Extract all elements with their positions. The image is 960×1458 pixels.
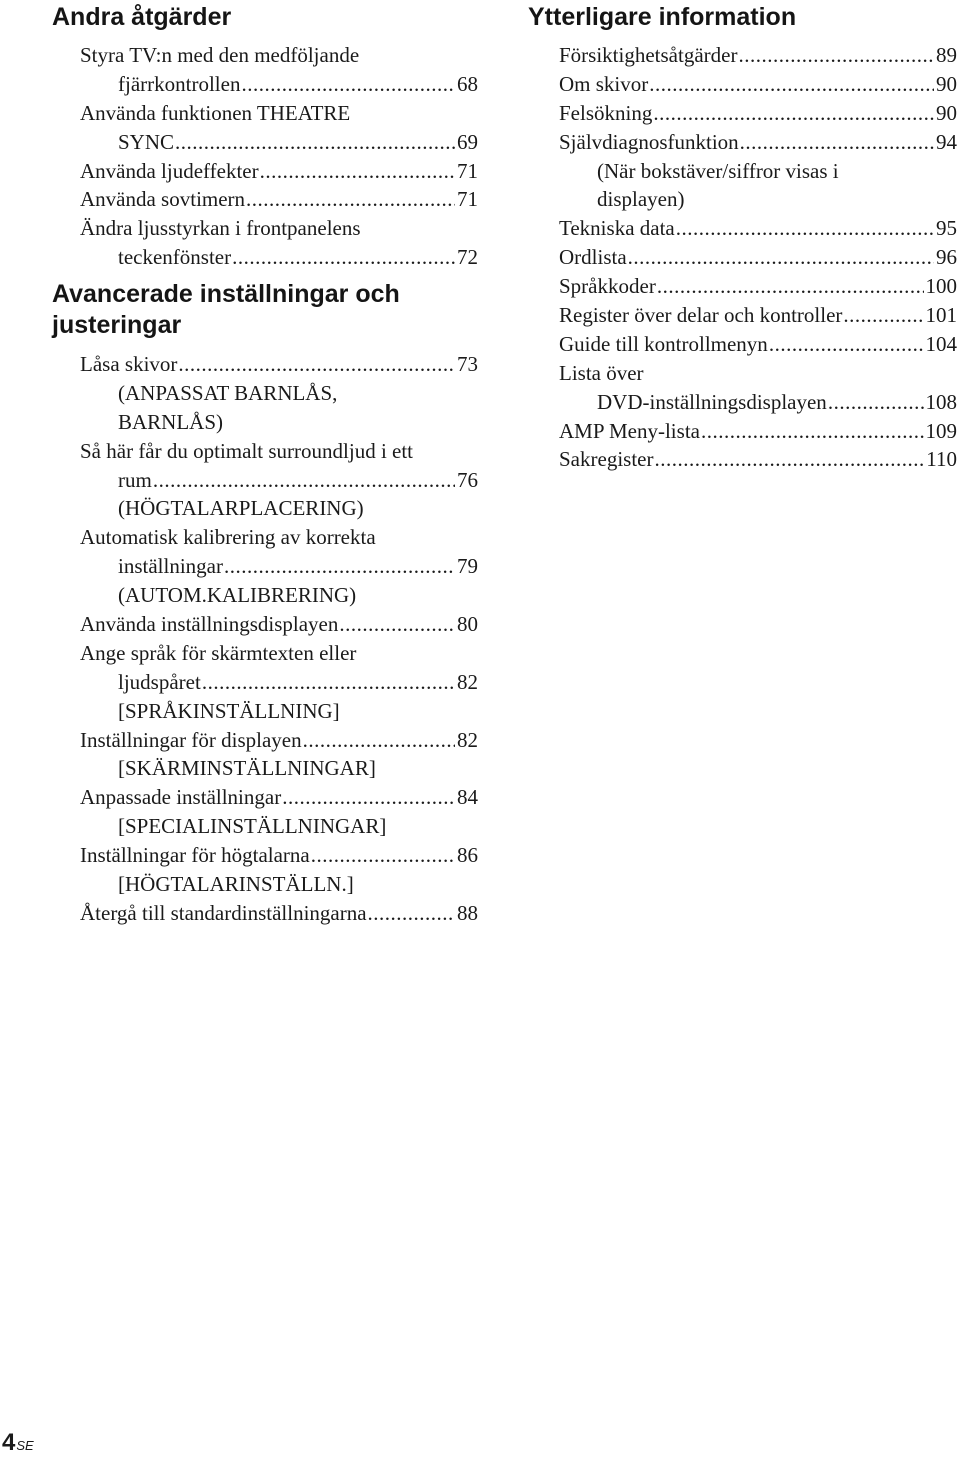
toc-page-number: 101 <box>925 303 957 328</box>
toc-entry-text: Inställningar för displayen <box>80 727 302 752</box>
toc-entry <box>80 812 478 841</box>
toc-leader-dots <box>739 128 934 157</box>
toc-entry <box>80 754 478 783</box>
toc-page-number: 90 <box>936 100 957 125</box>
toc-entry <box>559 330 957 359</box>
toc-page-number: 82 <box>457 727 478 752</box>
toc-page-number: 90 <box>936 71 957 96</box>
toc-entry <box>559 157 957 186</box>
toc-entry-text: [SPECIALINSTÄLLNINGAR] <box>118 814 387 839</box>
toc-leader-dots <box>245 185 455 214</box>
toc-entry <box>80 870 478 899</box>
toc-entry-text: BARNLÅS) <box>118 409 224 434</box>
toc-page-number: 95 <box>936 216 957 241</box>
toc-entry <box>80 494 478 523</box>
toc-entry <box>80 243 478 272</box>
toc-leader-dots <box>240 70 455 99</box>
toc-entry <box>80 552 478 581</box>
toc-page-number: 94 <box>936 129 957 154</box>
toc-entry-text: Ordlista <box>559 245 627 270</box>
toc-page-number: 108 <box>925 389 957 414</box>
toc-entry <box>80 157 478 186</box>
toc-leader-dots <box>281 783 455 812</box>
toc-page-number: 71 <box>457 158 478 183</box>
toc-entry-text: Tekniska data <box>559 216 675 241</box>
toc-list-other-operations <box>80 41 478 272</box>
toc-leader-dots <box>768 330 924 359</box>
toc-entry <box>559 41 957 70</box>
toc-entry-text: Så här får du optimalt surroundljud i ett <box>80 438 414 463</box>
toc-entry <box>559 272 957 301</box>
toc-entry <box>80 639 478 668</box>
toc-entry-text: Återgå till standardinställningarna <box>80 900 367 925</box>
toc-entry <box>80 841 478 870</box>
toc-entry <box>80 899 478 928</box>
toc-entry-text: [SPRÅKINSTÄLLNING] <box>118 698 340 723</box>
toc-entry-text: rum <box>118 467 152 492</box>
toc-entry-text: AMP Meny-lista <box>559 418 700 443</box>
toc-entry-text: Styra TV:n med den medföljande <box>80 43 360 67</box>
toc-entry <box>559 243 957 272</box>
toc-entry <box>80 523 478 552</box>
toc-entry-text: DVD-inställningsdisplayen <box>597 389 827 414</box>
toc-entry <box>80 70 478 99</box>
toc-page-number: 88 <box>457 900 478 925</box>
toc-entry <box>80 783 478 812</box>
toc-leader-dots <box>648 70 934 99</box>
toc-page-number: 84 <box>457 785 478 810</box>
toc-entry-text: Felsökning <box>559 100 653 125</box>
page-number <box>2 1428 34 1458</box>
toc-leader-dots <box>174 128 455 157</box>
toc-entry-text: fjärrkontrollen <box>118 71 241 96</box>
toc-page-number: 89 <box>936 43 957 67</box>
toc-page-number: 109 <box>925 418 957 443</box>
toc-leader-dots <box>700 417 924 446</box>
toc-entry-text: Anpassade inställningar <box>80 785 282 810</box>
toc-entry-text: Använda funktionen THEATRE <box>80 100 351 125</box>
toc-page-number: 86 <box>457 843 478 868</box>
toc-entry-text: Sakregister <box>559 447 654 472</box>
toc-entry-text: (AUTOM.KALIBRERING) <box>118 583 357 608</box>
toc-leader-dots <box>653 445 924 474</box>
toc-entry <box>559 128 957 157</box>
toc-entry-text: inställningar <box>118 554 223 579</box>
toc-entry-text: Använda sovtimern <box>80 187 246 212</box>
toc-page-number: 72 <box>457 245 478 270</box>
toc-leader-dots <box>201 668 455 697</box>
toc-leader-dots <box>231 243 455 272</box>
toc-list-additional-info <box>559 41 957 474</box>
section-heading-other-operations: Andra åtgärder <box>52 3 232 31</box>
toc-entry <box>559 445 957 474</box>
toc-page-number: 96 <box>936 245 957 270</box>
toc-entry <box>80 214 478 243</box>
toc-leader-dots <box>310 841 455 870</box>
toc-entry <box>80 128 478 157</box>
toc-entry <box>559 359 957 388</box>
toc-entry-text: Lista över <box>559 360 644 385</box>
toc-entry-text: Register över delar och kontroller <box>559 303 843 328</box>
section-heading-advanced-settings: Avancerade inställningar och justeringar <box>52 280 400 339</box>
toc-leader-dots <box>302 726 455 755</box>
toc-leader-dots <box>259 157 455 186</box>
toc-entry <box>80 437 478 466</box>
toc-entry-text: Försiktighetsåtgärder <box>559 43 738 67</box>
toc-entry <box>80 350 478 379</box>
toc-entry-text: Inställningar för högtalarna <box>80 843 310 868</box>
toc-entry-text: Guide till kontrollmenyn <box>559 331 768 356</box>
toc-entry <box>80 408 478 437</box>
toc-page-number: 100 <box>925 274 957 299</box>
toc-entry-text: Om skivor <box>559 71 649 96</box>
toc-entry <box>559 70 957 99</box>
toc-entry <box>80 610 478 639</box>
toc-leader-dots <box>737 41 934 70</box>
toc-leader-dots <box>177 350 455 379</box>
toc-entry-text: (HÖGTALARPLACERING) <box>118 496 364 521</box>
toc-entry-text: [HÖGTALARINSTÄLLN.] <box>118 872 354 897</box>
toc-entry <box>559 214 957 243</box>
toc-page-number: 80 <box>457 612 478 637</box>
toc-leader-dots <box>675 214 934 243</box>
toc-leader-dots <box>627 243 934 272</box>
toc-entry <box>559 417 957 446</box>
toc-entry-text: (ANPASSAT BARNLÅS, <box>118 380 338 405</box>
toc-leader-dots <box>656 272 924 301</box>
toc-entry-text: teckenfönster <box>118 245 232 270</box>
toc-leader-dots <box>842 301 923 330</box>
toc-entry-text: Låsa skivor <box>80 352 178 376</box>
page-number-value: 4 <box>2 1429 16 1456</box>
toc-entry <box>559 301 957 330</box>
toc-entry-text: Språkkoder <box>559 274 656 299</box>
toc-entry-text: [SKÄRMINSTÄLLNINGAR] <box>118 756 376 781</box>
toc-leader-dots <box>652 99 934 128</box>
toc-entry-text: Använda ljudeffekter <box>80 158 259 183</box>
toc-entry <box>80 581 478 610</box>
toc-entry <box>80 185 478 214</box>
toc-leader-dots <box>827 388 924 417</box>
toc-entry <box>559 99 957 128</box>
toc-entry-text: ljudspåret <box>118 669 201 694</box>
toc-entry <box>80 466 478 495</box>
toc-leader-dots <box>367 899 455 928</box>
toc-page-number: 68 <box>457 71 478 96</box>
toc-page-number: 104 <box>925 331 957 356</box>
toc-entry <box>80 379 478 408</box>
toc-page-number: 76 <box>457 467 478 492</box>
toc-entry <box>80 41 478 70</box>
toc-entry <box>80 726 478 755</box>
toc-page-number: 69 <box>457 129 478 154</box>
toc-page-number: 73 <box>457 352 478 376</box>
toc-entry-text: (När bokstäver/siffror visas i <box>597 158 839 183</box>
toc-entry <box>80 99 478 128</box>
toc-entry-text: Använda inställningsdisplayen <box>80 612 339 637</box>
toc-entry <box>559 185 957 214</box>
toc-page-number: 110 <box>926 447 957 472</box>
toc-page-number: 71 <box>457 187 478 212</box>
toc-entry <box>80 668 478 697</box>
toc-leader-dots <box>223 552 455 581</box>
toc-page-number: 82 <box>457 669 478 694</box>
toc-entry-text: SYNC <box>118 129 175 154</box>
toc-entry <box>559 388 957 417</box>
toc-list-advanced-settings <box>80 350 478 928</box>
toc-entry-text: Självdiagnosfunktion <box>559 129 739 154</box>
toc-entry-text: Automatisk kalibrering av korrekta <box>80 525 376 550</box>
toc-leader-dots <box>338 610 455 639</box>
toc-entry-text: displayen) <box>597 187 685 212</box>
toc-page-number: 79 <box>457 554 478 579</box>
section-heading-additional-info: Ytterligare information <box>528 3 797 31</box>
toc-leader-dots <box>152 466 455 495</box>
toc-entry-text: Ändra ljusstyrkan i frontpanelens <box>80 216 361 241</box>
toc-entry-text: Ange språk för skärmtexten eller <box>80 640 357 665</box>
page-number-suffix: SE <box>16 1438 34 1453</box>
toc-entry <box>80 697 478 726</box>
